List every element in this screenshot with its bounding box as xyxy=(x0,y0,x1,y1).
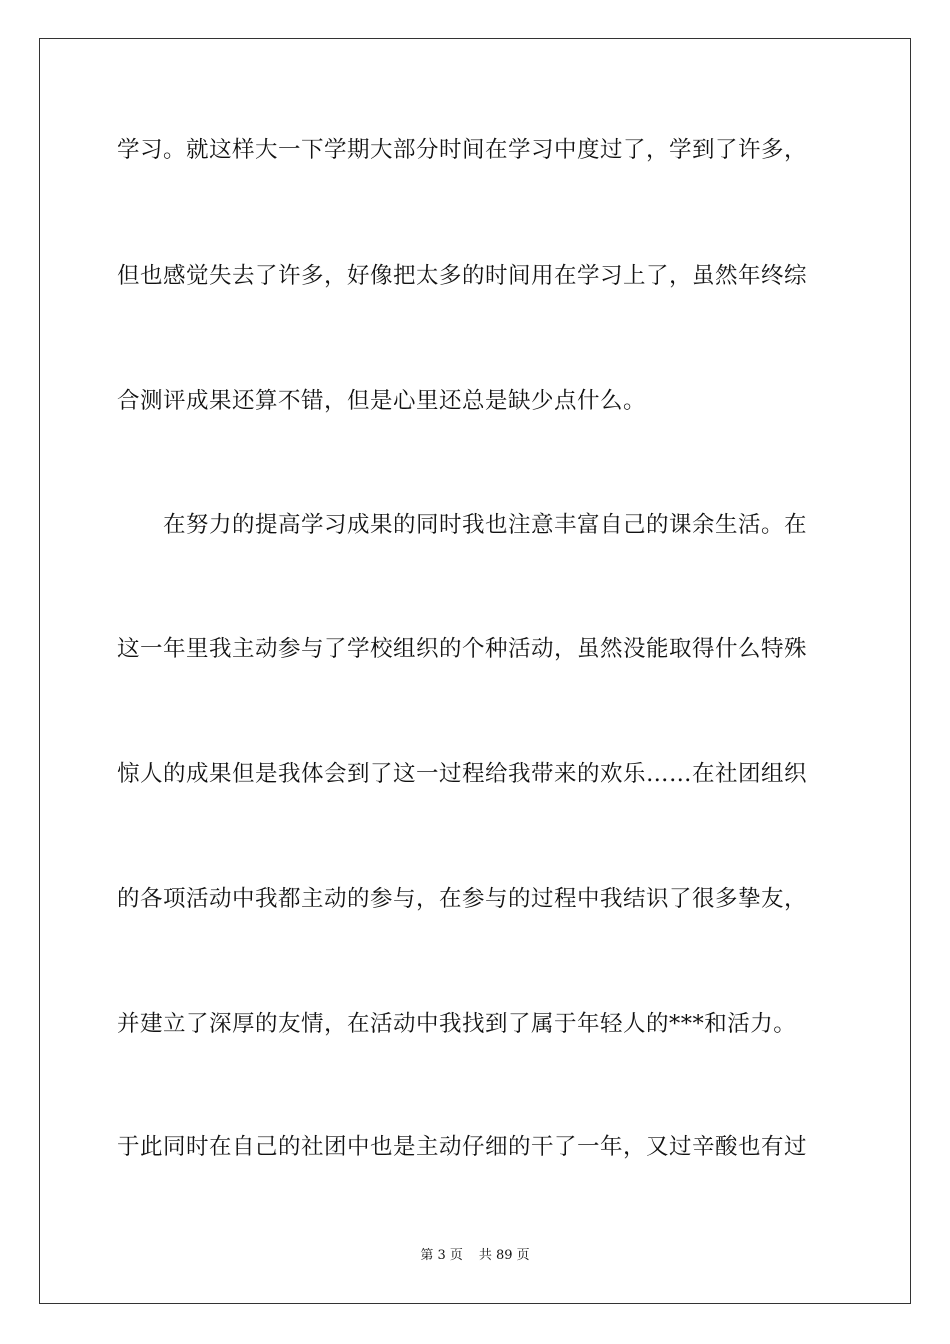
text-line: 这一年里我主动参与了学校组织的个种活动，虽然没能取得什么特殊 xyxy=(117,636,808,662)
page-border xyxy=(39,38,911,1304)
text-line: 学习。就这样大一下学期大部分时间在学习中度过了，学到了许多， xyxy=(117,137,808,163)
paragraph-first-line: 在努力的提高学习成果的同时我也注意丰富自己的课余生活。在 xyxy=(163,512,808,538)
page-total: 共 89 页 xyxy=(478,1248,530,1263)
text-line: 的各项活动中我都主动的参与，在参与的过程中我结识了很多挚友， xyxy=(117,886,808,912)
page-number: 第 3 页 xyxy=(420,1248,463,1263)
text-line: 合测评成果还算不错，但是心里还总是缺少点什么。 xyxy=(117,388,647,414)
text-line: 但也感觉失去了许多，好像把太多的时间用在学习上了，虽然年终综 xyxy=(117,263,808,289)
text-line: 于此同时在自己的社团中也是主动仔细的干了一年，又过辛酸也有过 xyxy=(117,1134,808,1160)
text-line: 并建立了深厚的友情，在活动中我找到了属于年轻人的***和活力。 xyxy=(117,1011,797,1037)
text-line: 惊人的成果但是我体会到了这一过程给我带来的欢乐……在社团组织 xyxy=(117,761,808,787)
page-footer xyxy=(0,1247,950,1265)
